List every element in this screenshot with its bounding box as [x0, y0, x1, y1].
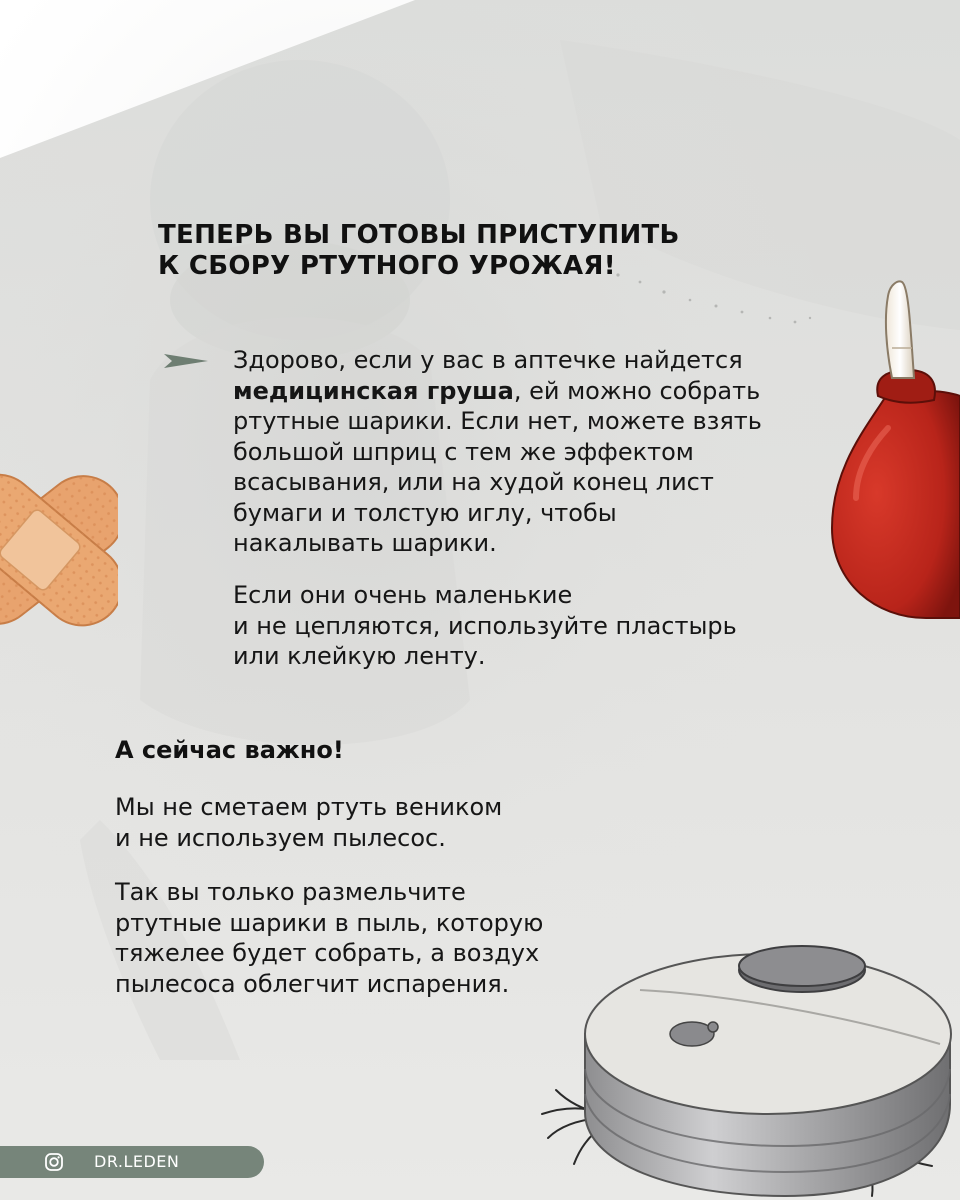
brand-handle[interactable]: DR.LEDEN: [94, 1152, 180, 1171]
instagram-icon[interactable]: [44, 1152, 64, 1172]
tip-paragraph: [233, 345, 762, 559]
tip-line: большой шприц с тем же эффектом: [233, 437, 694, 466]
warning-line: тяжелее будет собрать, а воздух: [115, 939, 540, 967]
tip-line: ртутные шарики. Если нет, можете взять: [233, 407, 762, 435]
warning-line: ртутные шарики в пыль, которую: [115, 908, 544, 937]
tip-line: [233, 376, 762, 407]
tip-line-rest: , ей можно собрать: [513, 376, 761, 405]
tip-line: накалывать шарики.: [233, 529, 497, 557]
warning-line: и не используем пылесос.: [115, 823, 446, 852]
warning-line: пылесоса облегчит испарения.: [115, 969, 510, 998]
tip-extra-paragraph: [233, 580, 737, 672]
tip-extra-line: Если они очень маленькие: [233, 581, 573, 609]
tip-extra-line: и не цепляются, используйте пластырь: [233, 611, 737, 640]
tip-bold-term: медицинская груша: [233, 376, 514, 405]
warning-heading: А сейчас важно!: [115, 736, 344, 764]
bandage-icon: [0, 440, 118, 670]
robot-vacuum-icon: [540, 934, 960, 1200]
rubber-bulb-icon: [826, 278, 960, 623]
title-line-2: К СБОРУ РТУТНОГО УРОЖАЯ!: [158, 251, 616, 281]
tip-line: Здорово, если у вас в аптечке найдется: [233, 346, 743, 374]
tip-line: всасывания, или на худой конец лист: [233, 468, 714, 496]
warning-paragraph-1: [115, 792, 502, 853]
tip-extra-line: или клейкую ленту.: [233, 642, 486, 670]
warning-line: Мы не сметаем ртуть веником: [115, 793, 503, 821]
warning-paragraph-2: [115, 877, 543, 999]
warning-line: Так вы только размельчите: [115, 878, 466, 906]
title-line-1: ТЕПЕРЬ ВЫ ГОТОВЫ ПРИСТУПИТЬ: [158, 220, 680, 250]
page-title: [158, 220, 758, 282]
tip-line: бумаги и толстую иглу, чтобы: [233, 498, 617, 527]
bullet-arrow-icon: [164, 352, 208, 370]
